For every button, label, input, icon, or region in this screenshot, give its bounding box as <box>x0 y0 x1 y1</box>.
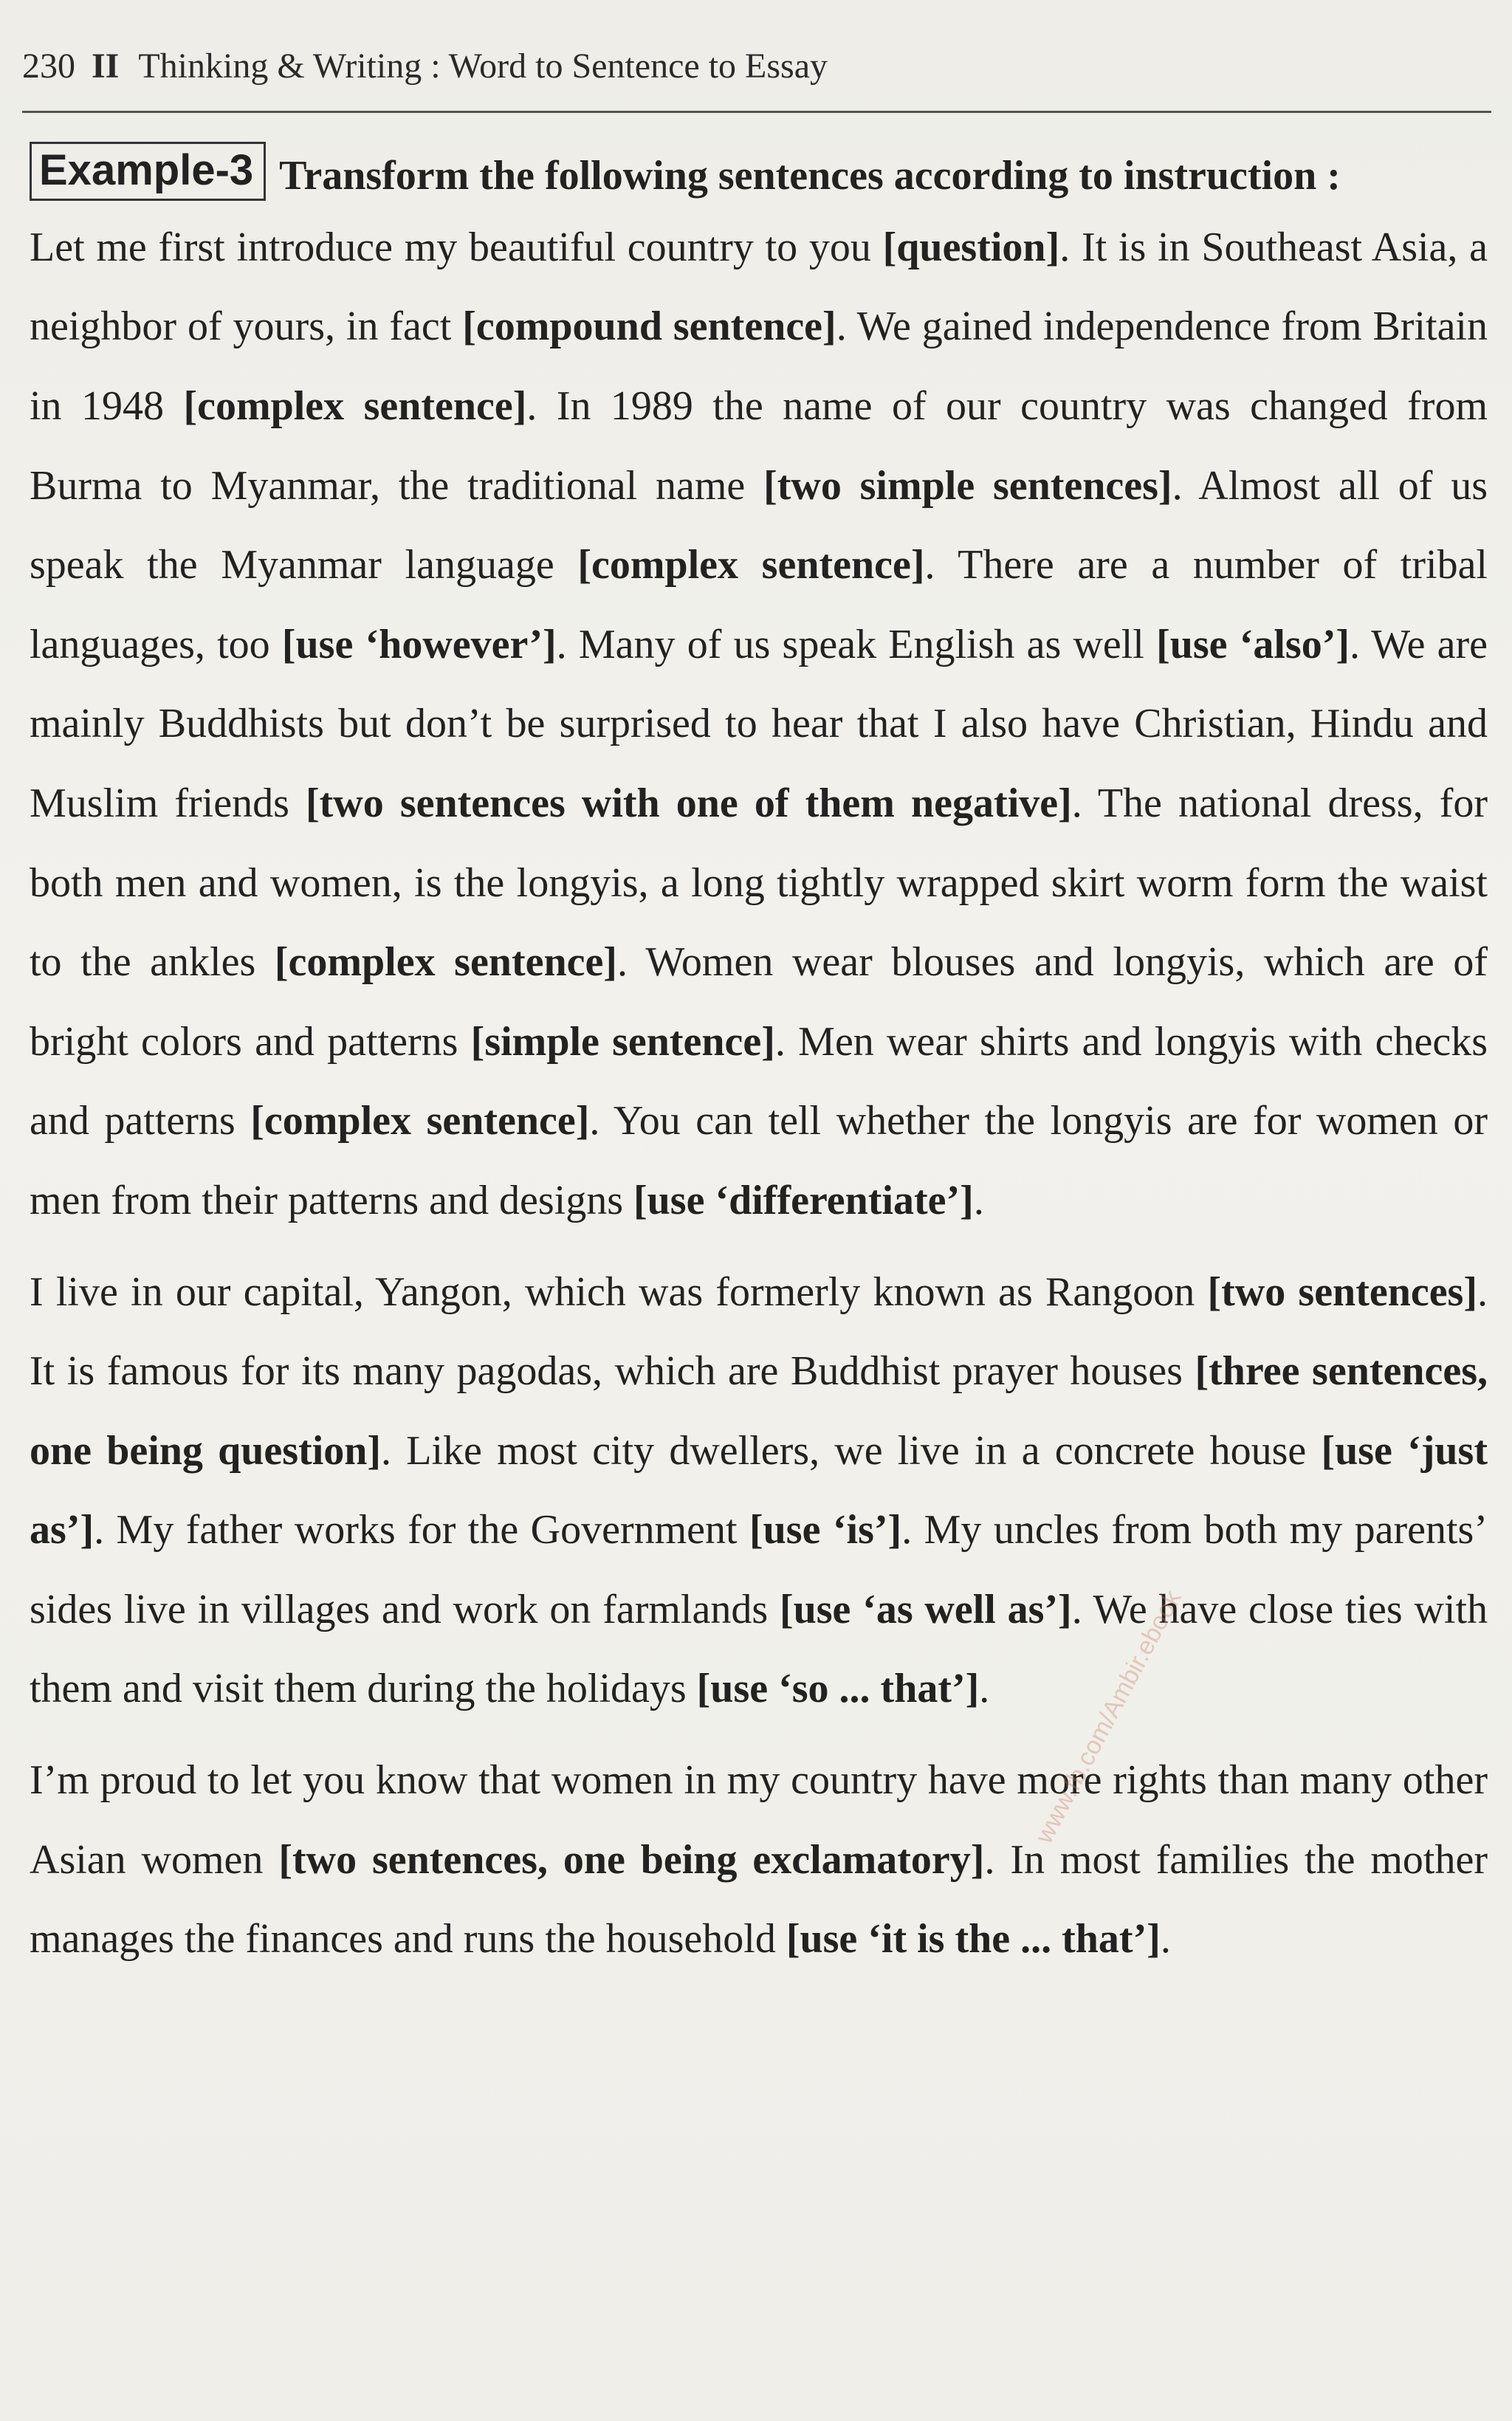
sentence-text: . <box>1160 1916 1171 1962</box>
sentence-text: I’m proud to let you know that women in my country have more rights than many other Asian women <box>30 1757 1488 1883</box>
sentence-text: . The national dress, for both men and women, is the longyis, a long tightly wrapped skirt worm form the waist to the ankles <box>30 780 1488 986</box>
header-separator: II <box>92 47 120 86</box>
sentence-text: Let me first introduce my beautiful country to you <box>30 224 883 270</box>
example-label: Example-3 <box>30 142 266 201</box>
sentence-text: . There are a number of tribal languages, too <box>30 542 1488 667</box>
sentence-text: . It is in Southeast Asia, a neighbor of yours, in fact <box>30 224 1488 350</box>
instruction-tag: [two sentences with one of them negative] <box>305 780 1072 826</box>
instruction-tag: [complex sentence] <box>577 542 925 588</box>
instruction-tag: [complex sentence] <box>183 382 527 429</box>
watermark-text: www.fb.com/Ambir.ebook <box>1030 1585 1187 1848</box>
sentence-text: . In most families the mother manages the finances and runs the household <box>30 1836 1488 1962</box>
paragraph-2 <box>30 1253 1488 1730</box>
instruction-tag: [two sentences] <box>1207 1268 1478 1315</box>
paragraph-1 <box>30 208 1488 1241</box>
sentence-text: . Almost all of us speak the Myanmar language <box>30 462 1488 588</box>
instruction-tag: [use ‘is’] <box>749 1507 902 1553</box>
instruction-tag: [use ‘however’] <box>281 621 557 667</box>
header-rule <box>22 111 1491 113</box>
sentence-text: . In 1989 the name of our country was changed from Burma to Myanmar, the traditional name <box>30 382 1488 509</box>
example-heading <box>30 142 1488 201</box>
sentence-text: . Like most city dwellers, we live in a concrete house <box>381 1427 1322 1474</box>
sentence-text: . Women wear blouses and longyis, which are of bright colors and patterns <box>30 939 1488 1065</box>
sentence-text: . <box>973 1177 984 1223</box>
instruction-tag: [simple sentence] <box>470 1018 775 1065</box>
instruction-tag: [question] <box>882 224 1060 270</box>
instruction-tag: [compound sentence] <box>462 303 836 350</box>
instruction-tag: [three sentences, one being question] <box>30 1348 1488 1474</box>
running-header <box>22 46 1469 86</box>
instruction-tag: [use ‘as well as’] <box>779 1586 1072 1632</box>
sentence-text: . My uncles from both my parents’ sides live in villages and work on farmlands <box>30 1507 1488 1632</box>
sentence-text: . Men wear shirts and longyis with checks and patterns <box>30 1018 1488 1144</box>
sentence-text: I live in our capital, Yangon, which was formerly known as Rangoon <box>30 1268 1208 1315</box>
sentence-text: . We are mainly Buddhists but don’t be surprised to hear that I also have Christian, Hindu and Muslim friends <box>30 621 1488 826</box>
instruction-tag: [complex sentence] <box>274 939 617 986</box>
example-instruction: Transform the following sentences according to instruction : <box>279 152 1341 199</box>
sentence-text: . <box>979 1666 990 1712</box>
book-title: Thinking & Writing : Word to Sentence to Essay <box>138 47 828 86</box>
sentence-text: . We gained independence from Britain in 1948 <box>30 303 1488 429</box>
instruction-tag: [complex sentence] <box>250 1098 590 1144</box>
sentence-text: . My father works for the Government <box>94 1507 750 1553</box>
sentence-text: . We have close ties with them and visit them during the holidays <box>30 1586 1488 1712</box>
instruction-tag: [two sentences, one being exclamatory] <box>278 1836 985 1883</box>
page-number: 230 <box>22 47 75 86</box>
instruction-tag: [use ‘just as’] <box>30 1427 1488 1553</box>
sentence-text: . You can tell whether the longyis are for women or men from their patterns and designs <box>30 1098 1488 1223</box>
instruction-tag: [use ‘it is the ... that’] <box>786 1916 1161 1962</box>
sentence-text: . Many of us speak English as well <box>556 621 1157 667</box>
paragraph-3 <box>30 1741 1488 1979</box>
sentence-text: . It is famous for its many pagodas, which are Buddhist prayer houses <box>30 1268 1488 1395</box>
instruction-tag: [use ‘differentiate’] <box>633 1177 974 1223</box>
exercise-body <box>30 142 1488 1979</box>
instruction-tag: [two simple sentences] <box>763 462 1172 509</box>
instruction-tag: [use ‘also’] <box>1156 621 1350 667</box>
instruction-tag: [use ‘so ... that’] <box>696 1666 980 1712</box>
